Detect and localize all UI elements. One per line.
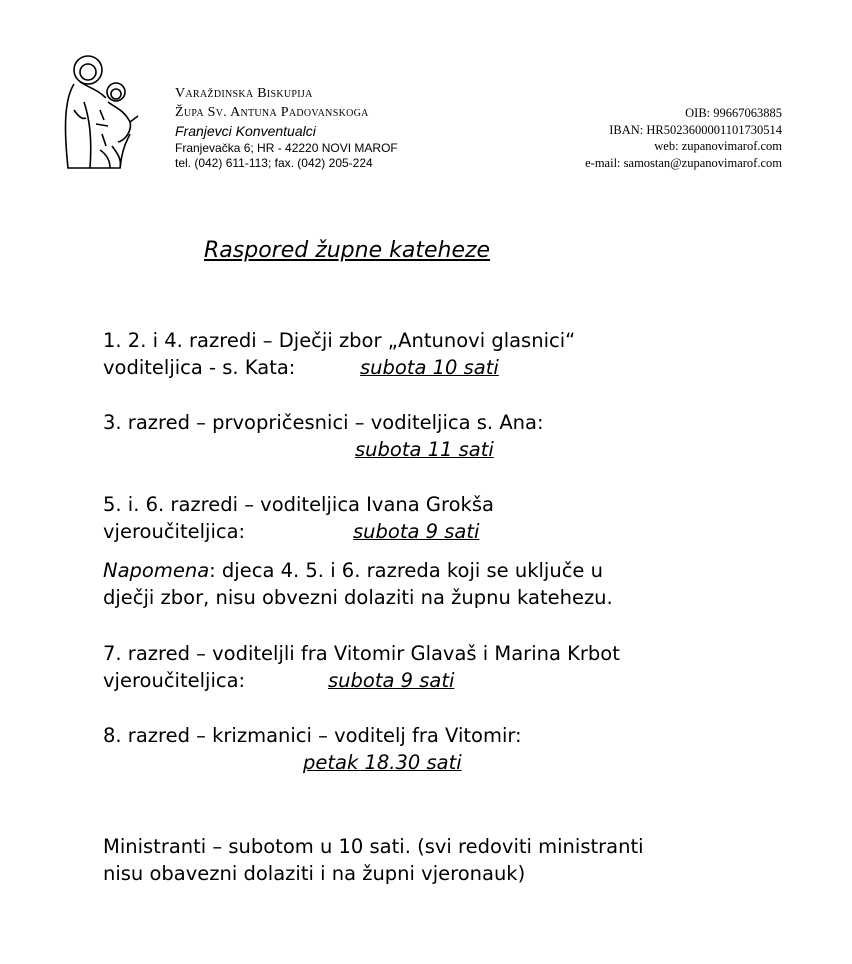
note-label: Napomena [103,559,210,582]
parish-name: Župa Sv. Antuna Padovanskoga [175,105,369,120]
altar-servers-line-2: nisu obavezni dolaziti i na župni vjeronauk) [103,862,526,885]
grade-7-leader-text: vjeroučiteljica: [103,669,246,692]
grade-56-line: 5. i. 6. razredi – voditeljica Ivana Grokša [103,493,494,516]
grade-8-line: 8. razred – krizmanici – voditelj fra Vitomir: [103,724,522,747]
grade-7-leader [103,668,455,694]
note-text: : djeca 4. 5. i 6. razreda koji se uključe u [209,559,603,582]
grade-3-time: subota 11 sati [355,438,494,461]
oib: OIB: 99667063885 [685,106,782,120]
email: e-mail: samostan@zupanovimarof.com [585,155,782,170]
note-line [103,558,603,584]
grade-124-time: subota 10 sati [360,356,499,379]
grade-124-leader-text: voditeljica - s. Kata: [103,356,296,379]
grade-3-line: 3. razred – prvopričesnici – voditeljica s. Ana: [103,411,544,434]
grade-56-leader-text: vjeroučiteljica: [103,520,246,543]
letterhead-right [585,105,782,171]
saint-anthony-logo [60,50,150,172]
grade-56-time: subota 9 sati [353,520,480,543]
letterhead-left [175,84,398,171]
grade-124-line: 1. 2. i 4. razredi – Dječji zbor „Antunovi glasnici“ [103,329,576,352]
grade-124-leader [103,355,499,381]
order-name: Franjevci Konventualci [175,123,316,139]
grade-8-time: petak 18.30 sati [303,751,462,774]
website: web: zupanovimarof.com [654,139,782,153]
grade-56-leader [103,519,480,545]
grade-7-time: subota 9 sati [328,669,455,692]
grade-7-line: 7. razred – voditeljli fra Vitomir Glavaš i Marina Krbot [103,642,620,665]
address: Franjevačka 6; HR - 42220 NOVI MAROF [175,141,398,155]
page-title: Raspored župne kateheze [204,238,491,263]
altar-servers-line: Ministranti – subotom u 10 sati. (svi redoviti ministranti [103,835,644,858]
note-line-2: dječji zbor, nisu obvezni dolaziti na župnu katehezu. [103,586,613,609]
iban: IBAN: HR5023600001101730514 [609,122,782,137]
diocese-name: Varaždinska Biskupija [175,86,313,101]
phone-fax: tel. (042) 611-113; fax. (042) 205-224 [175,156,373,170]
